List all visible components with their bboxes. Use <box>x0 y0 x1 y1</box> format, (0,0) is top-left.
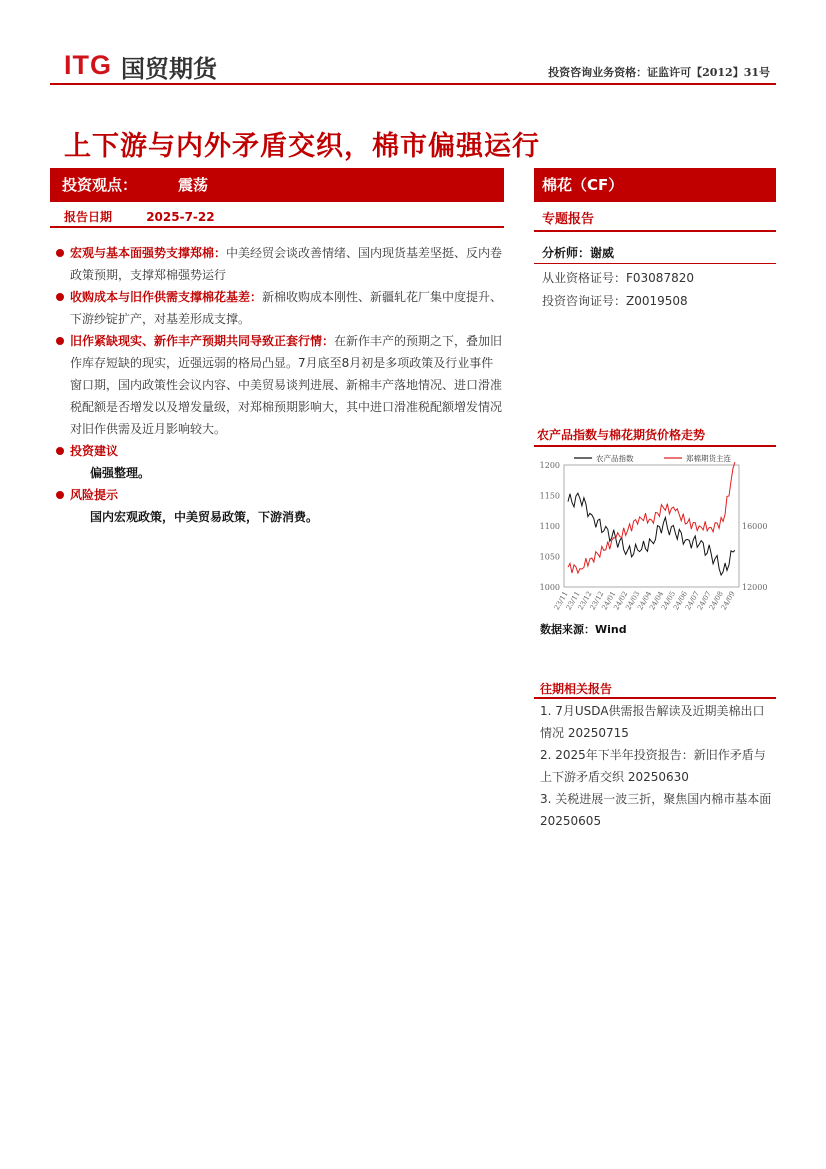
report-date-value: 2025-7-22 <box>146 210 215 224</box>
x-axis-tick: 24/06 <box>671 590 690 612</box>
advice-item <box>56 440 504 462</box>
x-axis-tick: 24/03 <box>624 590 642 612</box>
logo-company-name: 国贸期货 <box>121 55 217 83</box>
report-type-divider <box>534 230 776 232</box>
bullet-dot-icon <box>56 249 64 257</box>
x-axis-tick: 24/07 <box>695 590 713 612</box>
left-axis-tick: 1000 <box>539 583 560 592</box>
legend-label: 郑棉期货主连 <box>686 454 731 463</box>
bullet-dot-icon <box>56 293 64 301</box>
x-axis-tick: 24/07 <box>683 590 701 612</box>
qualification-text: 投资咨询业务资格：证监许可【2012】31号 <box>548 66 770 79</box>
related-reports-title: 往期相关报告 <box>540 682 613 696</box>
x-axis-tick: 24/04 <box>636 590 654 612</box>
advice-text: 偏强整理。 <box>90 466 151 480</box>
x-axis-tick: 24/09 <box>719 590 737 612</box>
bullet-dot-icon <box>56 491 64 499</box>
left-axis-tick: 1100 <box>539 522 560 531</box>
related-report-item[interactable]: 2. 2025年下半年投资报告：新旧作矛盾与上下游矛盾交织 20250630 <box>540 748 766 784</box>
related-reports-list <box>540 700 774 832</box>
key-point-heading: 收购成本与旧作供需支撑棉花基差： <box>70 290 263 304</box>
x-axis-tick: 23/12 <box>576 590 594 612</box>
consulting-cert: 投资咨询证号：Z0019508 <box>542 294 688 308</box>
view-bar <box>50 168 504 202</box>
logo-itg: ITG <box>64 50 112 80</box>
date-divider <box>50 226 504 228</box>
qualification-cert: 从业资格证号：F03087820 <box>542 271 694 285</box>
risk-text: 国内宏观政策，中美贸易政策，下游消费。 <box>90 510 319 524</box>
x-axis-tick: 23/12 <box>588 590 606 612</box>
bullet-dot-icon <box>56 447 64 455</box>
left-axis-tick: 1150 <box>539 491 560 501</box>
key-point-text: 在新作丰产的预期之下，叠加旧作库存短缺的现实，近强远弱的格局凸显。7月底至8月初是多项政策及行业事件窗口期，国内政策性会议内容、中美贸易谈判进展、新棉丰产落地情况、进口滑准税配额是否增发以及增发量级，对郑棉预期影响大，其中进口滑准税配额增发情况对旧作供需及近月影响较大。 <box>70 334 503 436</box>
analyst-divider <box>534 263 776 264</box>
key-point-text: 中美经贸会谈改善情绪、国内现货基差坚挺、反内卷政策预期，支撑郑棉强势运行 <box>70 246 503 282</box>
chart-plot-frame <box>564 465 739 587</box>
report-type: 专题报告 <box>542 212 595 227</box>
risk-heading: 风险提示 <box>70 488 119 502</box>
bullet-dot-icon <box>56 337 64 345</box>
header-divider <box>50 83 776 85</box>
left-axis-tick: 1200 <box>539 461 560 470</box>
product-bar <box>534 168 776 202</box>
key-point-2 <box>56 286 504 330</box>
chart-title-divider <box>534 445 776 447</box>
related-divider <box>534 697 776 699</box>
related-report-item[interactable]: 1. 7月USDA供需报告解读及近期美棉出口情况 20250715 <box>540 704 765 740</box>
related-report-item[interactable]: 3. 关税进展一波三折，聚焦国内棉市基本面 20250605 <box>540 792 772 828</box>
advice-heading: 投资建议 <box>70 444 119 458</box>
report-date <box>64 208 215 225</box>
product-name: 棉花（CF） <box>542 176 624 194</box>
key-point-1 <box>56 242 504 286</box>
key-point-3 <box>56 330 504 440</box>
price-chart <box>534 450 776 620</box>
report-date-label: 报告日期 <box>64 210 113 224</box>
key-points <box>56 242 504 528</box>
x-axis-tick: 23/11 <box>552 590 570 612</box>
view-label: 投资观点： <box>62 176 138 194</box>
right-axis-tick: 12000 <box>742 583 768 592</box>
legend-label: 农产品指数 <box>596 454 634 463</box>
chart-title: 农产品指数与棉花期货价格走势 <box>537 428 706 442</box>
x-axis-tick: 24/08 <box>707 590 725 612</box>
key-point-heading: 旧作紧缺现实、新作丰产预期共同导致正套行情： <box>70 334 335 348</box>
page-title: 上下游与内外矛盾交织，棉市偏强运行 <box>64 131 540 162</box>
right-axis-tick: 16000 <box>742 522 768 531</box>
key-point-text: 新棉收购成本刚性、新疆轧花厂集中度提升、下游纱锭扩产，对基差形成支撑。 <box>70 290 503 326</box>
x-axis-tick: 24/01 <box>600 590 618 612</box>
x-axis-tick: 24/05 <box>660 590 678 612</box>
risk-item <box>56 484 504 506</box>
analyst-name: 分析师：谢威 <box>542 246 615 260</box>
x-axis-tick: 24/02 <box>612 590 630 612</box>
series-line-agri-index <box>568 493 735 575</box>
view-value: 震荡 <box>178 176 209 194</box>
data-source: 数据来源：Wind <box>540 623 627 636</box>
key-point-heading: 宏观与基本面强势支撑郑棉： <box>70 246 227 260</box>
x-axis-tick: 24/04 <box>648 590 666 612</box>
left-axis-tick: 1050 <box>539 552 560 562</box>
x-axis-tick: 23/11 <box>564 590 582 612</box>
